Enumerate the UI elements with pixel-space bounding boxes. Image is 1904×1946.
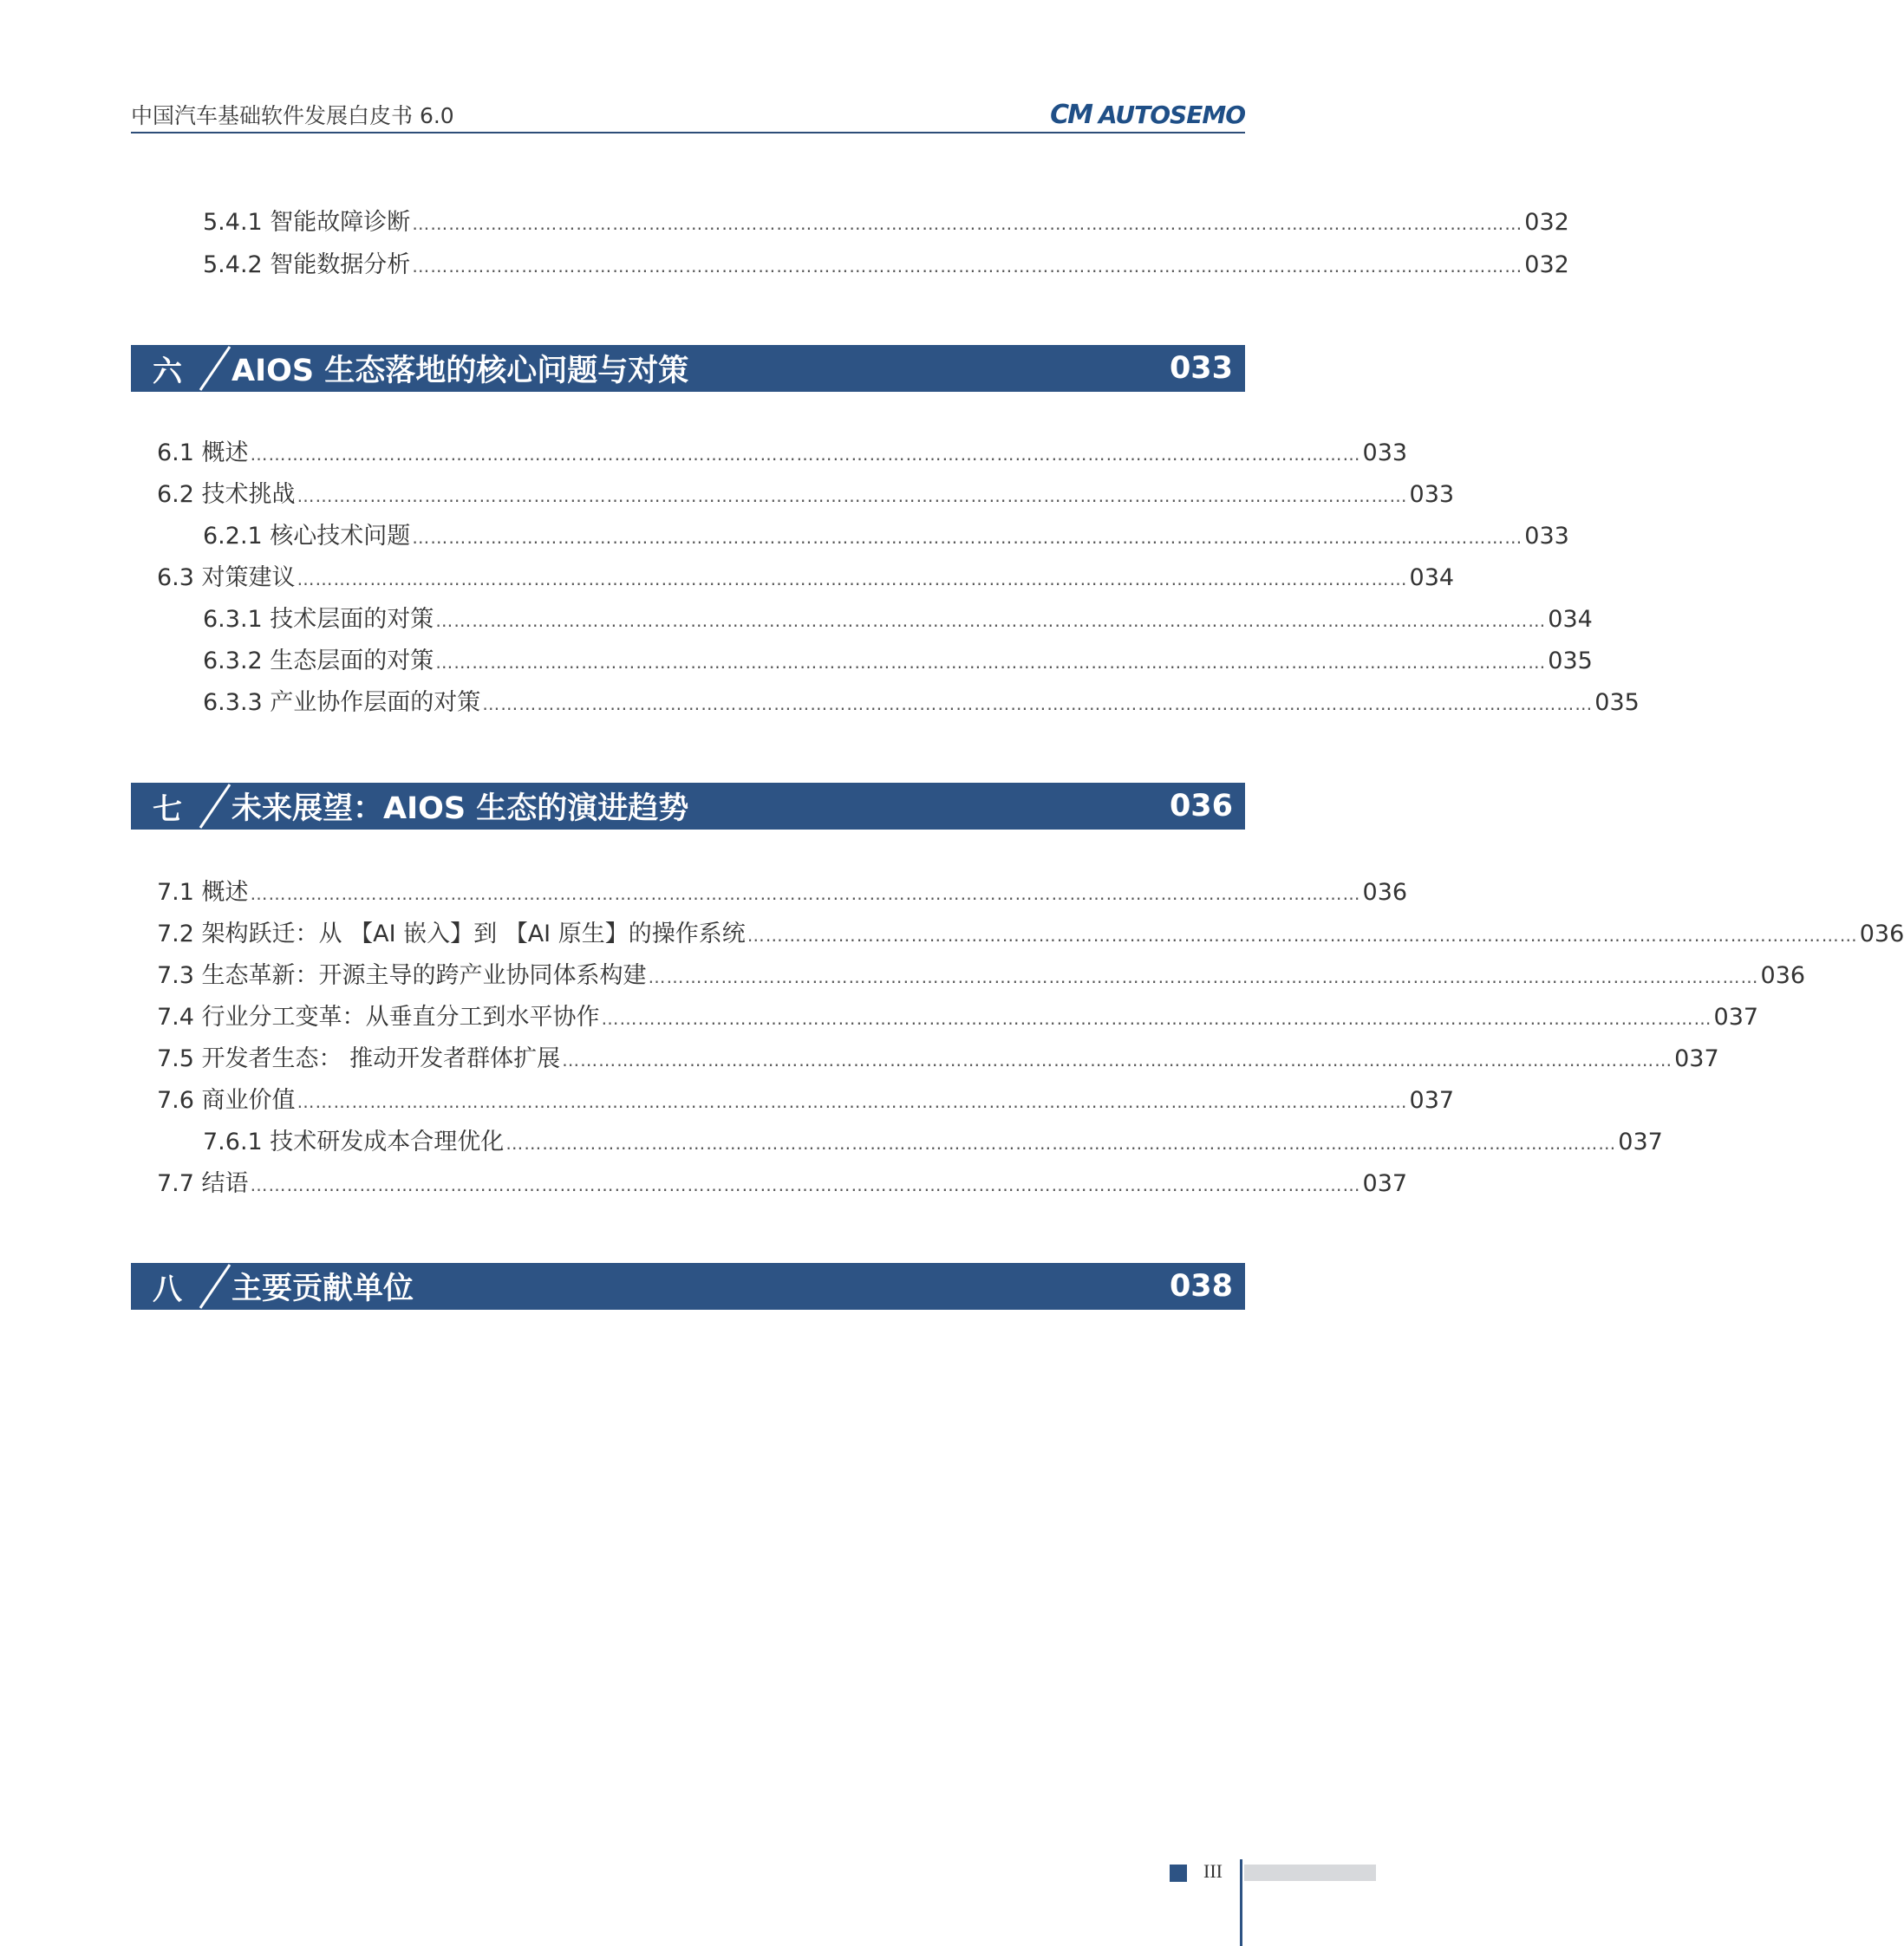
dot-leader: ………………………………………………………………………………………………………………………………………………………………… bbox=[250, 444, 1361, 465]
dot-leader: ………………………………………………………………………………………………………………………………………………………………… bbox=[648, 966, 1759, 987]
toc-entry-label: 6.3 对策建议 bbox=[157, 564, 296, 591]
toc-entry-page: 036 bbox=[1859, 921, 1904, 947]
toc-entry-page: 037 bbox=[1362, 1170, 1408, 1197]
section-header-8[interactable] bbox=[131, 1263, 1245, 1310]
toc-entry-page: 037 bbox=[1674, 1045, 1719, 1072]
toc-entry-page: 033 bbox=[1409, 481, 1455, 508]
logo-text: AUTOSEMO bbox=[1098, 100, 1245, 129]
toc-entry[interactable] bbox=[0, 1039, 1719, 1077]
toc-entry-label: 6.3.2 生态层面的对策 bbox=[203, 648, 434, 674]
dot-leader: ………………………………………………………………………………………………………………………………………………………………… bbox=[747, 925, 1858, 946]
slash-divider-icon bbox=[200, 345, 231, 392]
dot-leader: ………………………………………………………………………………………………………………………………………………………………… bbox=[412, 213, 1523, 234]
dot-leader: ………………………………………………………………………………………………………………………………………………………………… bbox=[435, 652, 1547, 673]
footer-square-icon bbox=[1170, 1865, 1187, 1882]
toc-entry[interactable] bbox=[0, 1081, 1455, 1119]
section-number: 七 bbox=[153, 791, 182, 827]
header-divider bbox=[131, 132, 1245, 133]
dot-leader: ………………………………………………………………………………………………………………………………………………………………… bbox=[482, 693, 1594, 714]
toc-entry-label: 7.2 架构跃迁：从 【AI 嵌入】到 【AI 原生】的操作系统 bbox=[157, 921, 746, 947]
toc-entry[interactable] bbox=[0, 956, 1806, 994]
toc-entry-page: 037 bbox=[1618, 1129, 1663, 1155]
toc-entry-page: 033 bbox=[1524, 523, 1569, 550]
toc-entry[interactable] bbox=[0, 998, 1759, 1036]
toc-entry-label: 7.4 行业分工变革：从垂直分工到水平协作 bbox=[157, 1004, 600, 1031]
toc-entry-page: 037 bbox=[1409, 1087, 1455, 1114]
dot-leader: ………………………………………………………………………………………………………………………………………………………………… bbox=[562, 1050, 1673, 1071]
section-header-7[interactable] bbox=[131, 783, 1245, 830]
toc-entry-label: 7.5 开发者生态： 推动开发者群体扩展 bbox=[157, 1045, 561, 1072]
dot-leader: ………………………………………………………………………………………………………………………………………………………………… bbox=[250, 1175, 1361, 1195]
logo-mark: CM bbox=[1050, 99, 1092, 130]
slash-divider-icon bbox=[200, 783, 231, 830]
toc-entry-label: 7.1 概述 bbox=[157, 879, 249, 906]
toc-entry-page: 035 bbox=[1548, 648, 1593, 674]
toc-entry[interactable] bbox=[0, 641, 1593, 680]
section-number: 六 bbox=[153, 354, 182, 389]
section-title: 未来展望：AIOS 生态的演进趋势 bbox=[231, 791, 689, 826]
toc-entry[interactable] bbox=[0, 600, 1593, 638]
section-page: 038 bbox=[1169, 1269, 1233, 1304]
section-page: 036 bbox=[1169, 789, 1233, 823]
footer-bar bbox=[1244, 1865, 1376, 1881]
toc-entry[interactable] bbox=[0, 475, 1455, 513]
toc-entry-label: 6.1 概述 bbox=[157, 439, 249, 466]
toc-entry-page: 032 bbox=[1524, 251, 1569, 278]
dot-leader: ………………………………………………………………………………………………………………………………………………………………… bbox=[435, 610, 1547, 631]
page-header bbox=[131, 94, 1245, 135]
toc-entry[interactable] bbox=[0, 873, 1408, 911]
autosemo-logo bbox=[1050, 99, 1245, 130]
section-title: 主要贡献单位 bbox=[231, 1272, 414, 1306]
toc-entry[interactable] bbox=[0, 558, 1455, 596]
toc-entry-page: 034 bbox=[1548, 606, 1593, 633]
section-title: AIOS 生态落地的核心问题与对策 bbox=[231, 354, 689, 388]
footer-divider bbox=[1240, 1859, 1242, 1946]
toc-entry[interactable] bbox=[0, 683, 1640, 721]
dot-leader: ………………………………………………………………………………………………………………………………………………………………… bbox=[297, 485, 1408, 506]
toc-entry[interactable] bbox=[0, 914, 1904, 953]
dot-leader: ………………………………………………………………………………………………………………………………………………………………… bbox=[412, 256, 1523, 277]
toc-entry-page: 032 bbox=[1524, 209, 1569, 236]
section-header-6[interactable] bbox=[131, 345, 1245, 392]
toc-entry-page: 036 bbox=[1760, 962, 1806, 989]
dot-leader: ………………………………………………………………………………………………………………………………………………………………… bbox=[250, 883, 1361, 904]
toc-entry-page: 037 bbox=[1713, 1004, 1759, 1031]
section-page: 033 bbox=[1169, 351, 1233, 386]
dot-leader: ………………………………………………………………………………………………………………………………………………………………… bbox=[297, 569, 1408, 589]
toc-entry-label: 6.3.3 产业协作层面的对策 bbox=[203, 689, 481, 716]
toc-entry-label: 6.3.1 技术层面的对策 bbox=[203, 606, 434, 633]
dot-leader: ………………………………………………………………………………………………………………………………………………………………… bbox=[297, 1091, 1408, 1112]
toc-entry-page: 033 bbox=[1362, 439, 1408, 466]
dot-leader: ………………………………………………………………………………………………………………………………………………………………… bbox=[412, 527, 1523, 548]
toc-entry-label: 7.6.1 技术研发成本合理优化 bbox=[203, 1129, 505, 1155]
toc-entry-page: 034 bbox=[1409, 564, 1455, 591]
toc-entry-page: 035 bbox=[1594, 689, 1640, 716]
toc-entry[interactable] bbox=[0, 1123, 1663, 1161]
toc-entry[interactable] bbox=[0, 433, 1408, 472]
toc-entry-label: 6.2.1 核心技术问题 bbox=[203, 523, 411, 550]
toc-entry[interactable] bbox=[0, 203, 1569, 241]
toc-entry-label: 5.4.1 智能故障诊断 bbox=[203, 209, 411, 236]
toc-entry-label: 7.6 商业价值 bbox=[157, 1087, 296, 1114]
toc-entry-label: 7.3 生态革新：开源主导的跨产业协同体系构建 bbox=[157, 962, 647, 989]
dot-leader: ………………………………………………………………………………………………………………………………………………………………… bbox=[601, 1008, 1712, 1029]
toc-entry-page: 036 bbox=[1362, 879, 1408, 906]
page-number: III bbox=[1203, 1860, 1223, 1882]
toc-entry-label: 6.2 技术挑战 bbox=[157, 481, 296, 508]
toc-entry[interactable] bbox=[0, 245, 1569, 283]
document-title: 中国汽车基础软件发展白皮书 6.0 bbox=[131, 103, 454, 128]
dot-leader: ………………………………………………………………………………………………………………………………………………………………… bbox=[505, 1133, 1617, 1154]
toc-entry-label: 7.7 结语 bbox=[157, 1170, 249, 1197]
toc-entry[interactable] bbox=[0, 517, 1569, 555]
section-number: 八 bbox=[153, 1272, 182, 1307]
toc-entry[interactable] bbox=[0, 1164, 1408, 1202]
toc-entry-label: 5.4.2 智能数据分析 bbox=[203, 251, 411, 278]
slash-divider-icon bbox=[200, 1263, 231, 1310]
